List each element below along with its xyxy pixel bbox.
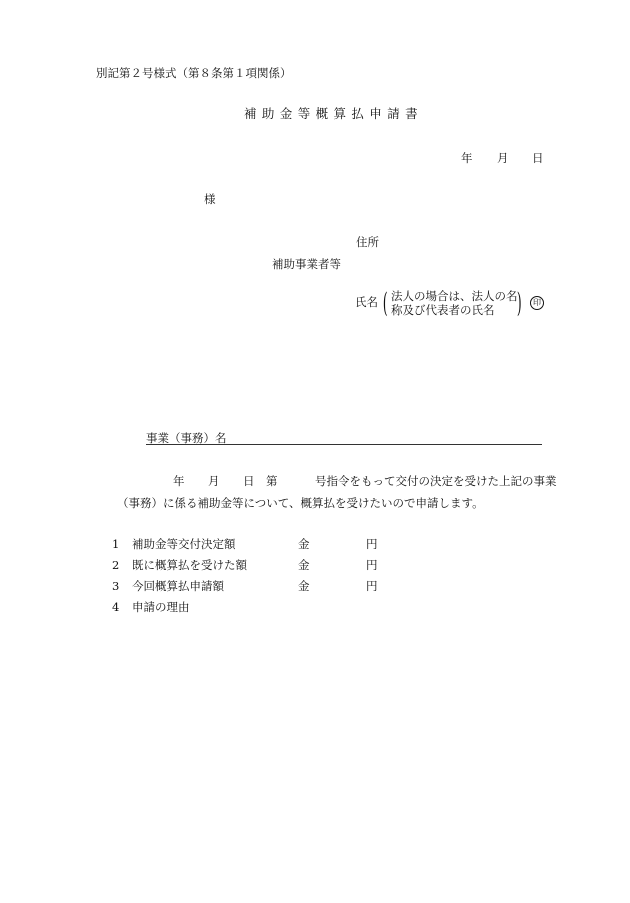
body-dai: 第 (266, 474, 278, 488)
address-label: 住所 (356, 235, 379, 249)
addressee-suffix: 様 (204, 192, 216, 206)
project-name-label: 事業（事務）名 (146, 431, 227, 445)
name-note-line1: 法人の場合は、法人の名 (391, 289, 518, 303)
body-year: 年 (173, 474, 185, 488)
right-bracket: ) (516, 288, 522, 319)
item-label: 今回概算払申請額 (132, 579, 224, 593)
seal-mark: 印 (530, 296, 544, 310)
item-en: 円 (366, 558, 378, 572)
item-en: 円 (366, 537, 378, 551)
item-en: 円 (366, 579, 378, 593)
item-kin: 金 (298, 558, 310, 572)
applicant-role-label: 補助事業者等 (272, 257, 341, 271)
item-kin: 金 (298, 579, 310, 593)
item-kin: 金 (298, 537, 310, 551)
project-name-underline (146, 444, 542, 445)
body-line2: （事務）に係る補助金等について、概算払を受けたいので申請します。 (117, 496, 484, 510)
item-number: 1 (112, 537, 120, 551)
item-number: 3 (112, 579, 120, 593)
body-day: 日 (243, 474, 255, 488)
document-title: 補助金等概算払申請書 (244, 106, 424, 121)
item-number: 2 (112, 558, 120, 572)
name-label: 氏名 (355, 295, 378, 309)
form-number: 別記第２号様式（第８条第１項関係） (96, 66, 292, 80)
date-year-label: 年 (461, 151, 473, 165)
item-label: 既に概算払を受けた額 (132, 558, 247, 572)
body-month: 月 (208, 474, 220, 488)
item-label: 申請の理由 (132, 600, 190, 614)
date-day-label: 日 (532, 151, 544, 165)
left-bracket: ( (382, 288, 388, 319)
date-month-label: 月 (497, 151, 509, 165)
body-line1-tail: 号指令をもって交付の決定を受けた上記の事業 (315, 474, 557, 488)
item-label: 補助金等交付決定額 (132, 537, 236, 551)
name-note-line2: 称及び代表者の氏名 (391, 303, 495, 317)
item-number: 4 (112, 600, 120, 614)
